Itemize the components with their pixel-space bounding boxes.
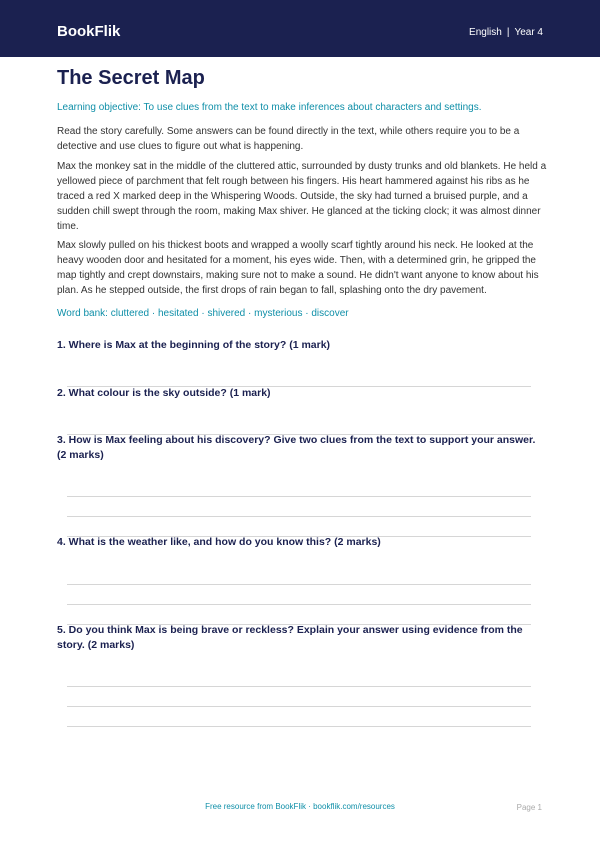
subject-label: English bbox=[469, 27, 502, 38]
answer-line[interactable] bbox=[67, 584, 531, 585]
story-paragraph-1: Max the monkey sat in the middle of the cluttered attic, surrounded by dusty trunks and old blankets. He held a yellowed piece of parchment that felt rough between his fingers. His heart hammered against his ribs as he traced a red X marked deep in the Whispering Woods. Outside, the sky had turned a bruised purple, and a sudden chill swept through the room, making Max shiver. He glanced at the ticking clock; it was almost dinner time. bbox=[57, 161, 547, 232]
question-2: 2. What colour is the sky outside? (1 mark) bbox=[57, 387, 271, 399]
word-bank: Word bank: cluttered · hesitated · shivered · mysterious · discover bbox=[57, 308, 349, 319]
page-title: The Secret Map bbox=[57, 67, 205, 89]
answer-line[interactable] bbox=[67, 496, 531, 497]
answer-line[interactable] bbox=[67, 726, 531, 727]
brand-logo: BookFlik bbox=[57, 23, 121, 40]
separator: | bbox=[506, 27, 510, 38]
footer-text: Free resource from BookFlik · bookflik.com/resources bbox=[205, 802, 395, 811]
story-paragraph-2: Max slowly pulled on his thickest boots and wrapped a woolly scarf tightly around his neck. He looked at the heavy wooden door and hesitated for a moment, his eyes wide. Then, with a determined grin, he gripped the map tightly and crept downstairs, making sure not to make a sound. He didn't want anyone to know about his plan. As he stepped outside, the first drops of rain began to fall, splashing onto the dry pavement. bbox=[57, 240, 539, 296]
question-3: 3. How is Max feeling about his discovery? Give two clues from the text to support your answer. (2 marks) bbox=[57, 434, 536, 461]
page-number: Page 1 bbox=[516, 803, 542, 812]
answer-line[interactable] bbox=[67, 686, 531, 687]
answer-line[interactable] bbox=[67, 516, 531, 517]
question-1: 1. Where is Max at the beginning of the story? (1 mark) bbox=[57, 339, 331, 351]
question-5: 5. Do you think Max is being brave or reckless? Explain your answer using evidence from the story. (2 marks) bbox=[57, 624, 523, 651]
year-label: Year 4 bbox=[514, 27, 543, 38]
answer-line[interactable] bbox=[67, 706, 531, 707]
page-header bbox=[0, 0, 600, 57]
question-4: 4. What is the weather like, and how do you know this? (2 marks) bbox=[57, 536, 381, 548]
learning-objective: Learning objective: To use clues from the text to make inferences about characters and settings. bbox=[57, 102, 482, 113]
instructions-paragraph: Read the story carefully. Some answers can be found directly in the text, while others require you to be a detective and use clues to figure out what is happening. bbox=[57, 126, 520, 152]
answer-line[interactable] bbox=[67, 604, 531, 605]
subject-year bbox=[469, 27, 543, 39]
